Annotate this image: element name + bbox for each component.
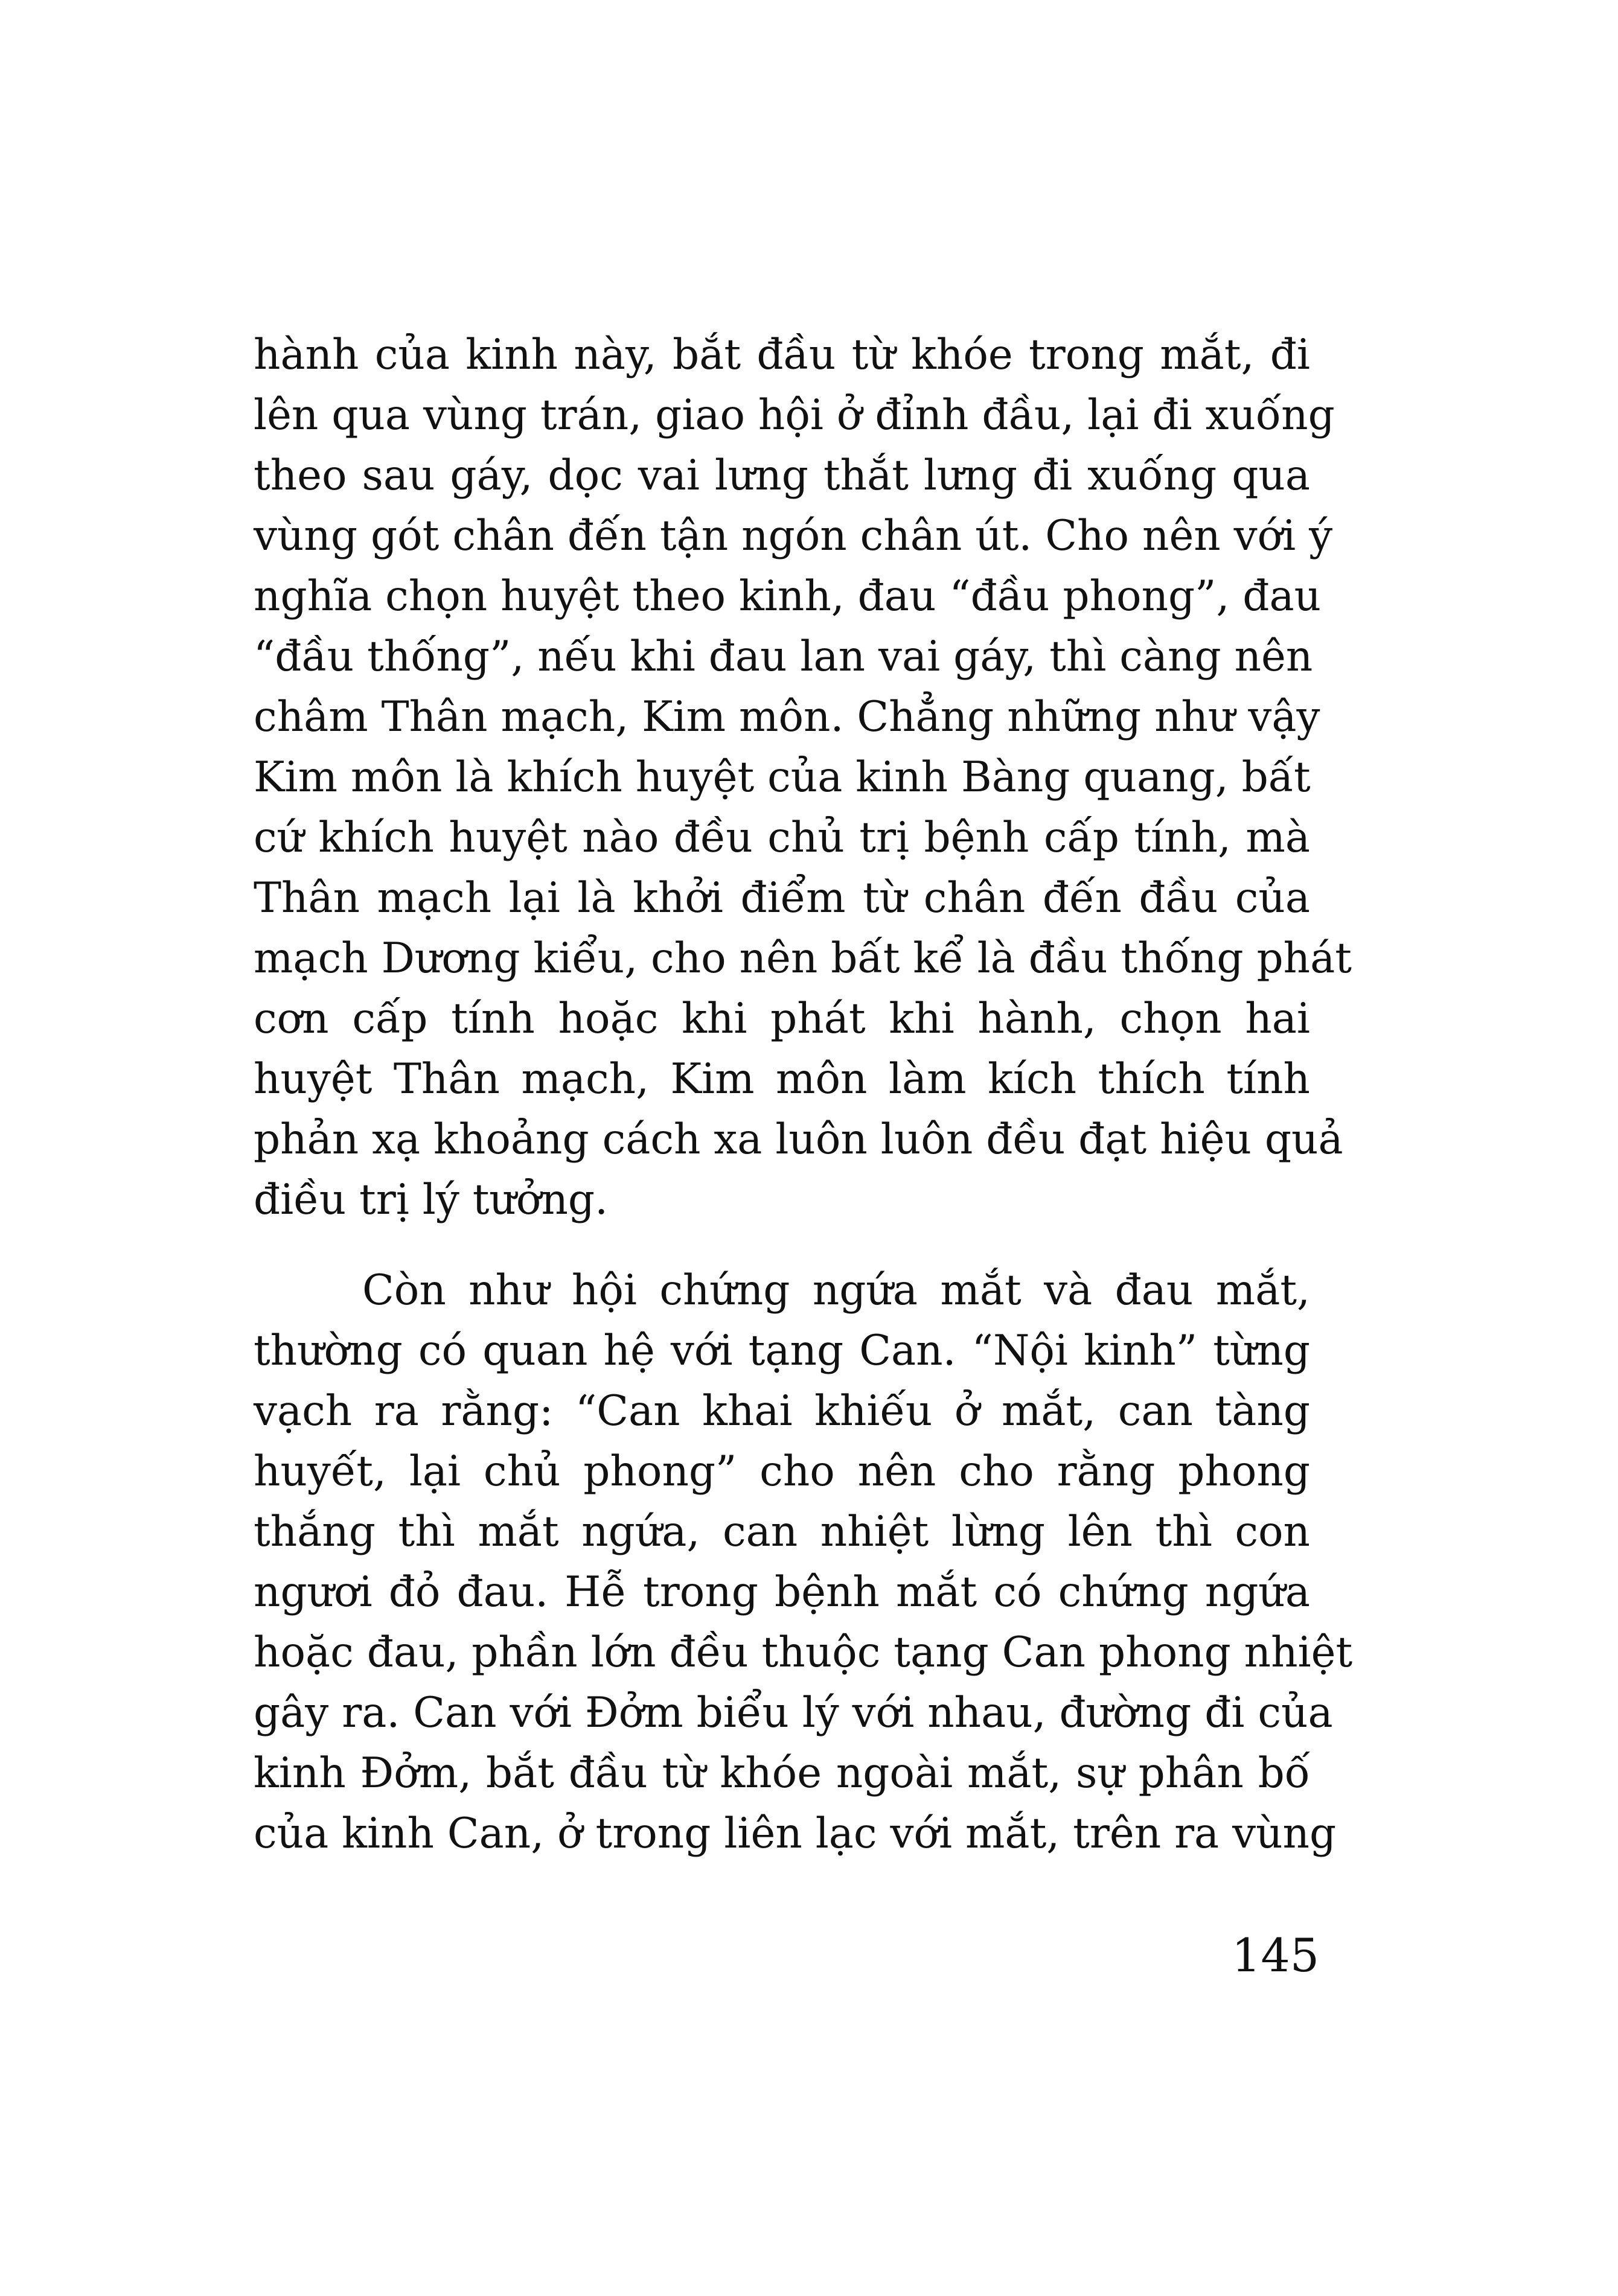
text-line: cơn cấp tính hoặc khi phát khi hành, chọn hai	[254, 995, 1310, 1043]
text-line: vùng gót chân đến tận ngón chân út. Cho nên với ý	[254, 512, 1333, 560]
text-line: Thân mạch lại là khởi điểm từ chân đến đầu của	[254, 874, 1310, 922]
text-line: của kinh Can, ở trong liên lạc với mắt, trên ra vùng	[254, 1810, 1337, 1858]
paragraph-1	[254, 325, 1352, 1230]
text-line: mạch Dương kiểu, cho nên bất kể là đầu thống phát	[254, 934, 1352, 983]
text-line: vạch ra rằng: “Can khai khiếu ở mắt, can tàng	[254, 1387, 1310, 1435]
text-line: gây ra. Can với Đởm biểu lý với nhau, đường đi của	[254, 1689, 1333, 1737]
text-line: lên qua vùng trán, giao hội ở đỉnh đầu, lại đi xuống	[254, 391, 1335, 439]
text-line: huyệt Thân mạch, Kim môn làm kích thích tính	[254, 1055, 1310, 1103]
text-line: ngươi đỏ đau. Hễ trong bệnh mắt có chứng ngứa	[254, 1568, 1310, 1616]
text-line: châm Thân mạch, Kim môn. Chẳng những như vậy	[254, 693, 1320, 741]
text-line: theo sau gáy, dọc vai lưng thắt lưng đi xuống qua	[254, 451, 1310, 500]
text-line: huyết, lại chủ phong” cho nên cho rằng phong	[254, 1447, 1310, 1496]
text-line: Kim môn là khích huyệt của kinh Bàng quang, bất	[254, 753, 1311, 802]
text-line: hoặc đau, phần lớn đều thuộc tạng Can phong nhiệt	[254, 1628, 1353, 1677]
text-line: “đầu thống”, nếu khi đau lan vai gáy, thì càng nên	[254, 633, 1313, 681]
page-number: 145	[1232, 1928, 1320, 1982]
text-line: kinh Đởm, bắt đầu từ khóe ngoài mắt, sự phân bố	[254, 1749, 1310, 1797]
text-line: thắng thì mắt ngứa, can nhiệt lừng lên thì con	[254, 1508, 1310, 1556]
text-line: phản xạ khoảng cách xa luôn luôn đều đạt hiệu quả	[254, 1115, 1343, 1164]
text-line: cứ khích huyệt nào đều chủ trị bệnh cấp tính, mà	[254, 814, 1310, 862]
text-line: hành của kinh này, bắt đầu từ khóe trong mắt, đi	[254, 331, 1310, 379]
text-line: điều trị lý tưởng.	[254, 1176, 609, 1224]
text-line: nghĩa chọn huyệt theo kinh, đau “đầu phong”, đau	[254, 572, 1322, 620]
text-line: Còn như hội chứng ngứa mắt và đau mắt,	[362, 1266, 1310, 1315]
text-line: thường có quan hệ với tạng Can. “Nội kinh” từng	[254, 1327, 1310, 1375]
paragraph-2	[254, 1260, 1353, 1864]
